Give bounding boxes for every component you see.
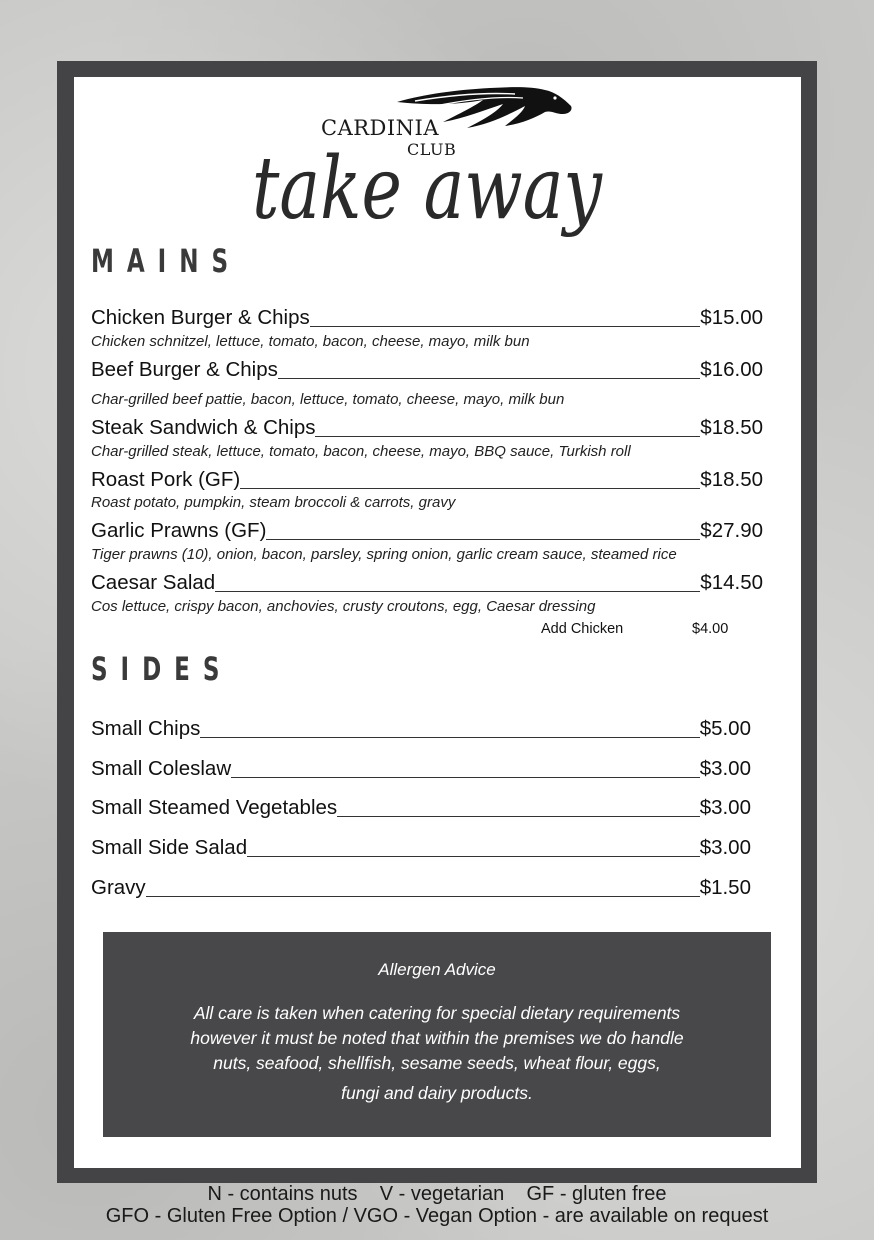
allergen-text-line: All care is taken when catering for special dietary requirements (193, 1003, 681, 1023)
menu-item (91, 414, 763, 440)
item-price: $16.00 (700, 358, 763, 381)
menu-item (91, 466, 763, 492)
item-name: Caesar Salad (91, 571, 216, 594)
item-description: Cos lettuce, crispy bacon, anchovies, crusty croutons, egg, Caesar dressing (91, 598, 596, 615)
script-title-text: take away (252, 139, 604, 239)
dotted-leader (278, 377, 700, 379)
side-item (91, 874, 763, 900)
item-price: $18.50 (700, 468, 763, 491)
item-description: Tiger prawns (10), onion, bacon, parsley, spring onion, garlic cream sauce, steamed rice (91, 546, 677, 563)
dotted-leader (315, 435, 700, 437)
allergen-text-line: fungi and dairy products. (341, 1083, 533, 1103)
menu-item (91, 304, 763, 330)
item-price: $1.50 (699, 876, 751, 899)
item-name: Garlic Prawns (GF) (91, 519, 267, 542)
side-item (91, 794, 763, 820)
allergen-advice-box (103, 932, 771, 1137)
dotted-leader (247, 855, 700, 857)
dietary-key-line: N - contains nuts V - vegetarian GF - gluten free (207, 1183, 667, 1205)
item-price: $3.00 (699, 836, 751, 859)
menu-item (91, 517, 763, 543)
item-price: $3.00 (699, 757, 751, 780)
allergen-text-line: nuts, seafood, shellfish, sesame seeds, wheat flour, eggs, (213, 1053, 661, 1073)
item-description: Char-grilled steak, lettuce, tomato, bacon, cheese, mayo, BBQ sauce, Turkish roll (91, 443, 631, 460)
dotted-leader (215, 590, 700, 592)
item-name: Small Coleslaw (91, 757, 232, 780)
item-description: Roast potato, pumpkin, steam broccoli & carrots, gravy (91, 494, 456, 511)
item-description: Chicken schnitzel, lettuce, tomato, bacon, cheese, mayo, milk bun (91, 333, 530, 350)
item-name: Small Side Salad (91, 836, 248, 859)
dotted-leader (200, 736, 699, 738)
item-price: $18.50 (700, 416, 763, 439)
dietary-options-line: GFO - Gluten Free Option / VGO - Vegan Option - are available on request (105, 1205, 769, 1227)
menu-item (91, 356, 763, 382)
addon-price: $4.00 (692, 621, 729, 637)
item-price: $27.90 (700, 519, 763, 542)
addon-label: Add Chicken (541, 621, 624, 637)
item-name: Steak Sandwich & Chips (91, 416, 316, 439)
item-name: Beef Burger & Chips (91, 358, 278, 381)
dotted-leader (266, 538, 700, 540)
club-name: CARDINIA (321, 116, 440, 140)
club-subtitle: CLUB (407, 140, 457, 159)
sides-heading: SIDES (91, 650, 233, 688)
allergen-text-line: however it must be noted that within the premises we do handle (190, 1028, 684, 1048)
take-away-script-title (228, 138, 628, 253)
item-price: $15.00 (700, 306, 763, 329)
allergen-title: Allergen Advice (378, 960, 496, 979)
item-price: $14.50 (700, 571, 763, 594)
item-name: Small Chips (91, 717, 201, 740)
dotted-leader (231, 776, 700, 778)
item-name: Gravy (91, 876, 146, 899)
menu-item (91, 569, 763, 595)
mains-heading: MAINS (91, 242, 242, 280)
dotted-leader (146, 895, 700, 897)
item-description: Char-grilled beef pattie, bacon, lettuce, tomato, cheese, mayo, milk bun (91, 391, 565, 408)
dotted-leader (337, 815, 700, 817)
item-name: Chicken Burger & Chips (91, 306, 310, 329)
item-price: $3.00 (699, 796, 751, 819)
side-item (91, 834, 763, 860)
item-price: $5.00 (699, 717, 751, 740)
item-name: Roast Pork (GF) (91, 468, 241, 491)
dotted-leader (240, 487, 700, 489)
side-item (91, 715, 763, 741)
side-item (91, 755, 763, 781)
dotted-leader (310, 325, 701, 327)
item-name: Small Steamed Vegetables (91, 796, 338, 819)
